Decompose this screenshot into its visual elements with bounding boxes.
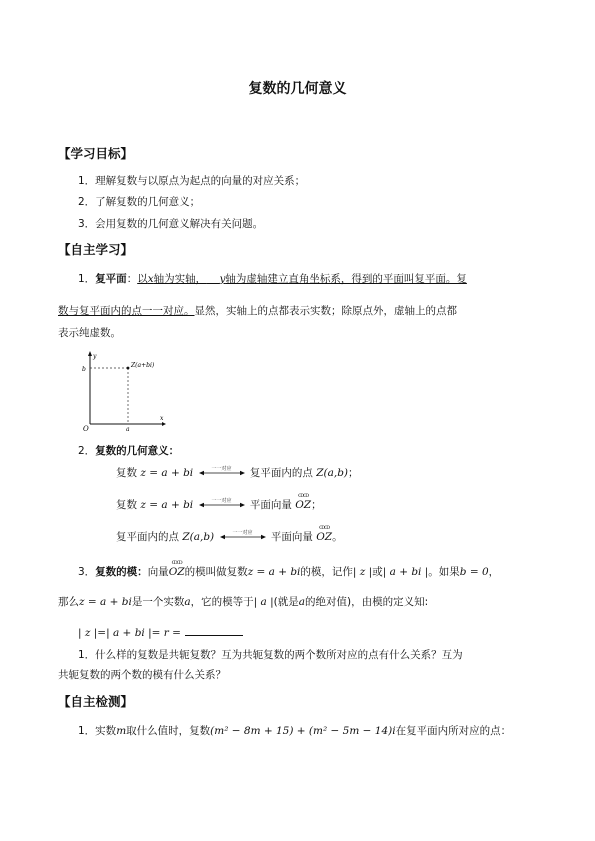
a-label: a [126,426,130,432]
double-arrow-icon: 一一对应 [199,468,245,478]
complex-plane-definition-cont: 数与复平面内的点一一对应。显然，实轴上的点都表示实数；除原点外，虚轴上的点都 [58,305,457,317]
complex-plane-figure [74,350,170,432]
vector-arrow-icon: ↀↀ [171,560,182,566]
x-axis-arrow [162,422,166,426]
vector-oz: ↀↀ OZ [316,525,333,543]
geometric-meaning-heading: 2．复数的几何意义： [78,445,180,457]
modulus-line-2: 那么z = a + bi是一个实数a，它的模等于| a |(就是a的绝对值)，由模的定义知: [58,596,429,608]
vector-oz: ↀↀ OZ [295,493,312,511]
modulus-line-1: 3．复数的模：向量 ↀↀ OZ的模叫做复数z = a + bi的模，记作| z |或| a + bi |。如果b = 0， [78,560,500,578]
conjugate-question-line-2: 共轭复数的两个数的模有什么关系？ [58,669,226,681]
point-z-label: Z(a+bi) [131,362,155,369]
vector-arrow-icon: ↀↀ [298,493,309,499]
b-label: b [82,366,86,373]
correspondence-row-2: 复数 z = a + bi 一一对应 平面向量 ↀↀ OZ； [116,493,322,511]
modulus-formula: | z |=| a + bi |= r = [78,625,243,640]
goal-item: 3．会用复数的几何意义解决有关问题。 [78,218,264,230]
definition-underlined: 以x轴为实轴， y轴为虚轴建立直角坐标系，得到的平面叫复平面。复 [137,273,467,285]
conjugate-question-line-1: 1．什么样的复数是共轭复数？互为共轭复数的两个数所对应的点有什么关系？互为 [78,649,463,661]
complex-expression: (m² − 8m + 15) + (m² − 5m − 14)i [210,725,396,737]
origin-label: O [83,425,89,432]
answer-blank[interactable] [185,625,243,636]
page-title: 复数的几何意义 [248,81,347,97]
term-complex-plane: 复平面 [95,273,127,285]
y-label: y [93,353,97,360]
vector-oz: ↀↀ OZ [168,560,185,578]
goal-item: 1．理解复数与以原点为起点的向量的对应关系； [78,175,306,187]
complex-plane-definition-end: 表示纯虚数。 [58,327,121,339]
y-axis-arrow [88,351,92,356]
vector-arrow-icon: ↀↀ [319,525,330,531]
x-label: x [160,415,164,422]
double-arrow-icon: 一一对应 [220,532,266,542]
correspondence-row-3: 复平面内的点 Z(a,b) 一一对应 平面向量 ↀↀ OZ。 [116,525,343,543]
correspondence-row-1: 复数 z = a + bi 一一对应 复平面内的点 Z(a,b)； [116,466,359,479]
complex-plane-definition: 1．复平面：以x轴为实轴， y轴为虚轴建立直角坐标系，得到的平面叫复平面。复 [78,273,467,285]
item-number: 1． [78,273,96,285]
double-arrow-icon: 一一对应 [199,500,245,510]
section-heading-self-study: 【自主学习】 [58,242,134,257]
point-z [127,367,130,370]
goal-item: 2．了解复数的几何意义； [78,196,201,208]
section-heading-goals: 【学习目标】 [58,146,134,161]
test-question-1: 1．实数m取什么值时，复数(m² − 8m + 15) + (m² − 5m − 14)i在复平面内所对应的点： [78,725,512,737]
section-heading-self-test: 【自主检测】 [58,694,134,709]
